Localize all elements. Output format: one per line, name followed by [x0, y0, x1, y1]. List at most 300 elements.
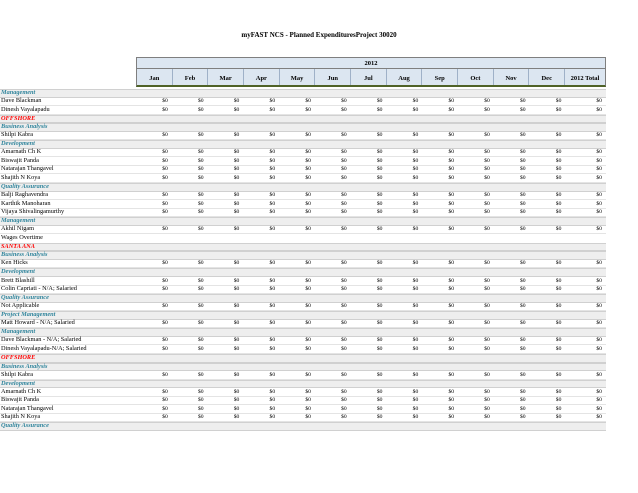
table-cell: $0: [555, 166, 562, 173]
table-cell: $0: [376, 303, 383, 310]
table-cell: $0: [484, 98, 490, 105]
table-cell: $0: [269, 106, 276, 113]
table-cell: $0: [484, 345, 490, 352]
table-cell: $0: [162, 132, 168, 139]
row-label: Ken Hicks: [1, 259, 28, 267]
row-cells: [136, 336, 606, 345]
section-row: [0, 354, 606, 363]
table-cell: $0: [596, 166, 602, 173]
table-cell: $0: [448, 200, 455, 207]
table-cell: $0: [555, 388, 562, 395]
table-cell: $0: [233, 320, 240, 327]
table-cell: $0: [376, 166, 383, 173]
table-cell: $0: [596, 260, 602, 267]
table-cell: $0: [305, 260, 311, 267]
table-cell: $0: [162, 98, 168, 105]
section-row: [0, 422, 606, 431]
table-cell: $0: [197, 174, 204, 181]
table-cell: $0: [448, 286, 455, 293]
month-header-nov: Nov: [494, 69, 530, 85]
table-cell: $0: [162, 388, 168, 395]
table-cell: $0: [448, 388, 455, 395]
table-cell: $0: [376, 174, 383, 181]
month-header-dec: Dec: [529, 69, 565, 85]
table-cell: $0: [520, 132, 526, 139]
month-header-apr: Apr: [244, 69, 280, 85]
row-cells: [136, 165, 606, 174]
table-cell: $0: [448, 174, 455, 181]
table-cell: $0: [197, 371, 204, 378]
table-cell: $0: [197, 166, 204, 173]
row-label: Business Analysis: [1, 251, 48, 259]
table-cell: $0: [376, 209, 383, 216]
table-cell: $0: [412, 320, 419, 327]
row-label: Dave Blackman: [1, 97, 42, 105]
table-cell: $0: [520, 303, 526, 310]
table-cell: $0: [233, 277, 240, 284]
table-cell: $0: [197, 106, 204, 113]
row-cells: [136, 319, 606, 328]
table-cell: $0: [412, 405, 419, 412]
row-label: Business Analysis: [1, 123, 48, 131]
table-cell: $0: [305, 157, 311, 164]
table-cell: $0: [376, 106, 383, 113]
table-cell: $0: [305, 303, 311, 310]
table-cell: $0: [305, 149, 311, 156]
table-cell: $0: [341, 337, 347, 344]
table-cell: $0: [412, 226, 419, 233]
row-label: Management: [1, 328, 36, 336]
table-cell: $0: [484, 106, 490, 113]
table-cell: $0: [197, 209, 204, 216]
table-cell: $0: [596, 192, 602, 199]
table-cell: $0: [162, 106, 168, 113]
table-cell: $0: [596, 157, 602, 164]
table-cell: $0: [520, 106, 526, 113]
table-cell: $0: [197, 132, 204, 139]
table-cell: $0: [555, 149, 562, 156]
table-cell: $0: [555, 106, 562, 113]
table-cell: $0: [233, 174, 240, 181]
table-cell: $0: [341, 371, 347, 378]
table-cell: $0: [448, 157, 455, 164]
table-cell: $0: [412, 106, 419, 113]
table-cell: $0: [376, 192, 383, 199]
table-cell: $0: [448, 166, 455, 173]
table-cell: $0: [269, 157, 276, 164]
table-cell: $0: [596, 209, 602, 216]
row-label: Development: [1, 379, 35, 387]
table-cell: $0: [162, 414, 168, 421]
table-cell: $0: [269, 337, 276, 344]
row-label: Quality Assurance: [1, 183, 49, 191]
table-cell: $0: [412, 260, 419, 267]
page-title: myFAST NCS - Planned ExpendituresProject 30020: [241, 31, 397, 39]
table-cell: $0: [197, 345, 204, 352]
row-label: Colin Capriati - N/A; Salaried: [1, 285, 77, 293]
table-cell: $0: [448, 337, 455, 344]
table-cell: $0: [233, 397, 240, 404]
table-cell: $0: [269, 277, 276, 284]
table-cell: $0: [484, 226, 490, 233]
row-label: Shilpi Kabra: [1, 370, 34, 378]
table-cell: $0: [269, 209, 276, 216]
table-cell: $0: [412, 388, 419, 395]
table-cell: $0: [162, 200, 168, 207]
row-label: OFFSHORE: [1, 114, 36, 122]
table-cell: $0: [341, 174, 347, 181]
table-cell: $0: [233, 345, 240, 352]
table-cell: $0: [376, 388, 383, 395]
table-cell: $0: [484, 397, 490, 404]
row-cells: [136, 148, 606, 157]
table-row: [0, 260, 606, 269]
table-cell: $0: [376, 157, 383, 164]
table-cell: $0: [376, 286, 383, 293]
table-cell: $0: [448, 260, 455, 267]
table-cell: $0: [305, 200, 311, 207]
table-cell: $0: [448, 345, 455, 352]
table-cell: $0: [520, 166, 526, 173]
row-cells: [136, 413, 606, 422]
table-cell: $0: [520, 286, 526, 293]
row-label: Development: [1, 140, 35, 148]
table-cell: $0: [484, 405, 490, 412]
row-label: Karthik Manoharan: [1, 199, 51, 207]
row-cells: [136, 345, 606, 354]
table-row: [0, 414, 606, 423]
row-cells: [136, 277, 606, 286]
row-label: Brett Blashill: [1, 276, 35, 284]
table-cell: $0: [412, 132, 419, 139]
table-cell: $0: [484, 209, 490, 216]
expenditure-grid: [0, 57, 606, 431]
year-header: 2012: [136, 57, 606, 68]
row-label: Dave Blackman - N/A; Salaried: [1, 336, 82, 344]
table-cell: $0: [412, 345, 419, 352]
row-label: Wages Overtime: [1, 234, 43, 242]
table-cell: $0: [269, 166, 276, 173]
table-cell: $0: [269, 414, 276, 421]
table-cell: $0: [162, 260, 168, 267]
month-header-sep: Sep: [422, 69, 458, 85]
table-cell: $0: [233, 337, 240, 344]
table-cell: $0: [269, 132, 276, 139]
table-cell: $0: [269, 371, 276, 378]
row-label: Dinesh Vayalapadu: [1, 105, 50, 113]
table-cell: $0: [412, 98, 419, 105]
table-cell: $0: [520, 149, 526, 156]
table-cell: $0: [162, 345, 168, 352]
table-cell: $0: [197, 320, 204, 327]
table-cell: $0: [305, 226, 311, 233]
row-cells: [136, 174, 606, 183]
table-cell: $0: [596, 397, 602, 404]
row-label: Matt Howard - N/A; Salaried: [1, 319, 75, 327]
table-cell: $0: [520, 209, 526, 216]
row-cells: [136, 97, 606, 106]
table-cell: $0: [412, 149, 419, 156]
table-cell: $0: [376, 132, 383, 139]
table-cell: $0: [555, 200, 562, 207]
table-cell: $0: [341, 200, 347, 207]
table-row: [0, 226, 606, 235]
table-cell: $0: [269, 260, 276, 267]
table-cell: $0: [376, 149, 383, 156]
table-cell: $0: [484, 277, 490, 284]
table-cell: $0: [412, 200, 419, 207]
table-cell: $0: [596, 106, 602, 113]
table-cell: $0: [596, 226, 602, 233]
table-cell: $0: [341, 226, 347, 233]
table-cell: $0: [197, 397, 204, 404]
table-cell: $0: [197, 192, 204, 199]
table-cell: $0: [162, 209, 168, 216]
table-cell: $0: [305, 286, 311, 293]
table-cell: $0: [448, 371, 455, 378]
table-cell: $0: [162, 166, 168, 173]
table-cell: $0: [448, 277, 455, 284]
table-cell: $0: [555, 157, 562, 164]
table-row: [0, 174, 606, 183]
row-label: Not Applicable: [1, 302, 40, 310]
table-cell: $0: [412, 192, 419, 199]
table-cell: $0: [448, 149, 455, 156]
table-cell: $0: [197, 200, 204, 207]
table-cell: $0: [448, 397, 455, 404]
table-row: [0, 303, 606, 312]
table-cell: $0: [448, 414, 455, 421]
table-row: [0, 320, 606, 329]
table-cell: $0: [233, 226, 240, 233]
table-cell: $0: [484, 157, 490, 164]
table-cell: $0: [269, 200, 276, 207]
table-cell: $0: [412, 277, 419, 284]
table-row: [0, 286, 606, 295]
table-cell: $0: [341, 397, 347, 404]
table-cell: $0: [305, 320, 311, 327]
table-cell: $0: [162, 286, 168, 293]
table-cell: $0: [376, 414, 383, 421]
table-cell: $0: [233, 192, 240, 199]
row-cells: [136, 106, 606, 115]
table-cell: $0: [484, 303, 490, 310]
table-cell: $0: [596, 132, 602, 139]
table-cell: $0: [162, 149, 168, 156]
table-cell: $0: [555, 303, 562, 310]
table-cell: $0: [376, 277, 383, 284]
table-cell: $0: [596, 200, 602, 207]
table-cell: $0: [412, 414, 419, 421]
table-cell: $0: [341, 192, 347, 199]
table-cell: $0: [412, 286, 419, 293]
table-cell: $0: [596, 303, 602, 310]
table-cell: $0: [376, 260, 383, 267]
row-label: OFFSHORE: [1, 353, 36, 361]
table-cell: $0: [269, 345, 276, 352]
table-cell: $0: [341, 303, 347, 310]
table-cell: $0: [520, 405, 526, 412]
month-header-feb: Feb: [173, 69, 209, 85]
table-cell: $0: [269, 320, 276, 327]
table-cell: $0: [162, 371, 168, 378]
row-label: Quality Assurance: [1, 422, 49, 430]
table-cell: $0: [341, 157, 347, 164]
table-cell: $0: [555, 174, 562, 181]
row-label: Management: [1, 89, 36, 96]
table-cell: $0: [448, 106, 455, 113]
table-cell: $0: [555, 345, 562, 352]
table-cell: $0: [376, 337, 383, 344]
table-cell: $0: [484, 132, 490, 139]
table-cell: $0: [197, 303, 204, 310]
row-label: Shilpi Kabra: [1, 131, 34, 139]
table-cell: $0: [269, 192, 276, 199]
table-cell: $0: [341, 388, 347, 395]
row-cells: [136, 285, 606, 294]
table-cell: $0: [305, 277, 311, 284]
table-cell: $0: [520, 174, 526, 181]
table-row: [0, 345, 606, 354]
table-cell: $0: [412, 337, 419, 344]
table-cell: $0: [233, 106, 240, 113]
table-cell: $0: [233, 414, 240, 421]
month-header-row: [136, 68, 606, 87]
table-cell: $0: [448, 192, 455, 199]
table-cell: $0: [341, 345, 347, 352]
table-cell: $0: [520, 345, 526, 352]
table-cell: $0: [162, 303, 168, 310]
table-cell: $0: [412, 303, 419, 310]
table-cell: $0: [305, 106, 311, 113]
table-cell: $0: [162, 405, 168, 412]
row-cells: [136, 208, 606, 217]
table-cell: $0: [162, 337, 168, 344]
month-header-2012-total: 2012 Total: [570, 75, 600, 82]
table-cell: $0: [484, 200, 490, 207]
table-cell: $0: [520, 157, 526, 164]
table-cell: $0: [376, 226, 383, 233]
table-cell: $0: [197, 388, 204, 395]
table-cell: $0: [520, 397, 526, 404]
row-cells: [136, 131, 606, 140]
table-cell: $0: [305, 192, 311, 199]
table-cell: $0: [305, 98, 311, 105]
table-cell: $0: [596, 414, 602, 421]
table-cell: $0: [305, 132, 311, 139]
table-cell: $0: [555, 98, 562, 105]
table-cell: $0: [520, 192, 526, 199]
table-cell: $0: [197, 286, 204, 293]
table-cell: $0: [555, 260, 562, 267]
month-header-mar: Mar: [208, 69, 244, 85]
table-cell: $0: [484, 260, 490, 267]
table-cell: $0: [233, 286, 240, 293]
table-cell: $0: [555, 277, 562, 284]
row-cells: [136, 191, 606, 200]
table-cell: $0: [269, 303, 276, 310]
table-cell: $0: [376, 345, 383, 352]
table-cell: $0: [269, 388, 276, 395]
table-cell: $0: [162, 226, 168, 233]
table-cell: $0: [197, 337, 204, 344]
table-cell: $0: [448, 132, 455, 139]
table-cell: $0: [233, 371, 240, 378]
table-cell: $0: [269, 226, 276, 233]
table-cell: $0: [341, 277, 347, 284]
table-cell: $0: [555, 405, 562, 412]
table-cell: $0: [596, 337, 602, 344]
table-cell: $0: [197, 260, 204, 267]
table-cell: $0: [233, 200, 240, 207]
table-cell: $0: [555, 320, 562, 327]
table-cell: $0: [484, 174, 490, 181]
table-row: [0, 106, 606, 115]
row-cells: [136, 396, 606, 405]
table-cell: $0: [269, 98, 276, 105]
table-cell: $0: [596, 388, 602, 395]
table-cell: $0: [484, 414, 490, 421]
month-header-jun: Jun: [315, 69, 351, 85]
row-label: Development: [1, 268, 35, 276]
row-label: Vijaya Shivalingamurthy: [1, 208, 65, 216]
table-cell: $0: [269, 286, 276, 293]
table-cell: $0: [341, 106, 347, 113]
row-cells: [136, 259, 606, 268]
table-cell: $0: [197, 149, 204, 156]
table-cell: $0: [555, 414, 562, 421]
table-cell: $0: [162, 192, 168, 199]
table-cell: $0: [520, 277, 526, 284]
month-header-may: May: [280, 69, 316, 85]
table-cell: $0: [484, 286, 490, 293]
table-cell: $0: [448, 209, 455, 216]
table-cell: $0: [596, 405, 602, 412]
table-cell: $0: [448, 320, 455, 327]
table-cell: $0: [341, 414, 347, 421]
row-label: Amarnath Ch K: [1, 387, 42, 395]
table-row: [0, 132, 606, 141]
row-cells: [136, 371, 606, 380]
table-cell: $0: [341, 98, 347, 105]
table-cell: $0: [305, 209, 311, 216]
table-cell: $0: [376, 397, 383, 404]
table-cell: $0: [341, 320, 347, 327]
row-label: Business Analysis: [1, 362, 48, 370]
table-cell: $0: [162, 277, 168, 284]
table-cell: $0: [197, 226, 204, 233]
table-cell: $0: [448, 98, 455, 105]
table-cell: $0: [162, 174, 168, 181]
row-label: Quality Assurance: [1, 294, 49, 302]
table-cell: $0: [341, 166, 347, 173]
table-cell: $0: [162, 157, 168, 164]
table-row: [0, 209, 606, 218]
row-cells: [136, 200, 606, 209]
table-cell: $0: [269, 174, 276, 181]
table-cell: $0: [520, 388, 526, 395]
table-cell: $0: [233, 132, 240, 139]
table-cell: $0: [448, 226, 455, 233]
table-cell: $0: [596, 371, 602, 378]
table-cell: $0: [484, 337, 490, 344]
table-cell: $0: [448, 303, 455, 310]
table-cell: $0: [520, 260, 526, 267]
table-cell: $0: [412, 397, 419, 404]
table-cell: $0: [269, 397, 276, 404]
row-cells: [136, 225, 606, 234]
table-cell: $0: [197, 157, 204, 164]
